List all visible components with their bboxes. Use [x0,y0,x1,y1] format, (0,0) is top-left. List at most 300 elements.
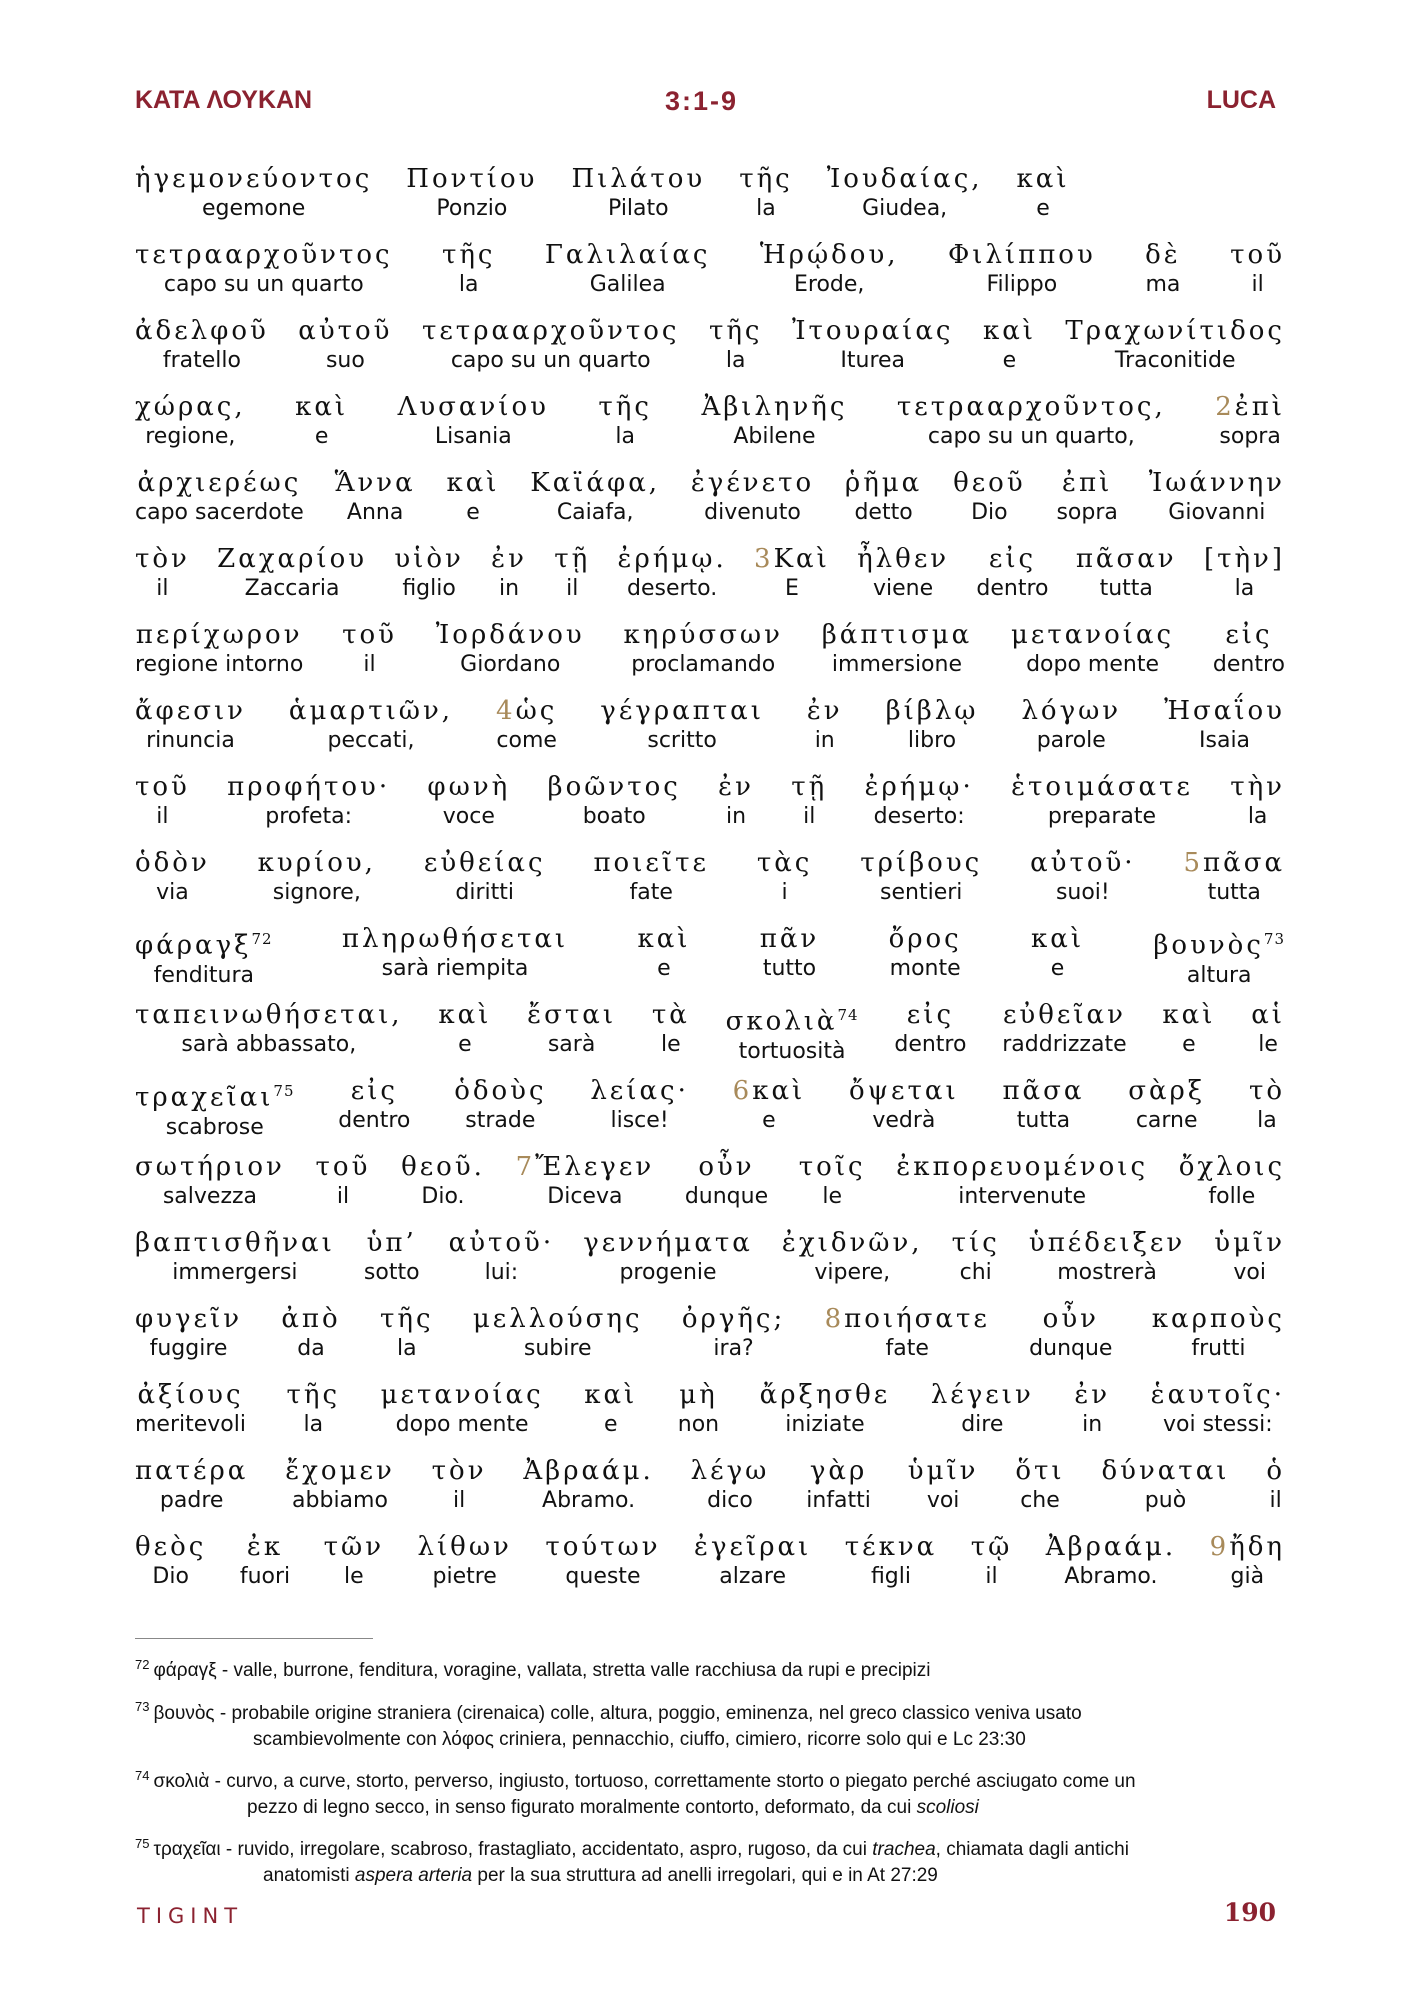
greek-word [335,466,416,500]
word-pair [894,998,966,1058]
greek-word [1215,390,1285,424]
greek-word [953,466,1026,500]
italian-translation: Traconitide [1114,348,1236,373]
greek-word [523,1454,653,1488]
italian-translation: vedrà [872,1108,936,1133]
greek-word [637,922,690,956]
greek-text: αὐτοῦ· [1030,848,1136,878]
word-pair [473,1302,643,1362]
word-pair [287,1378,341,1438]
greek-word [825,1302,990,1336]
greek-text: τῆς [739,164,793,194]
italian-translation: la [725,348,746,373]
greek-text: Ἔλεγεν [535,1152,655,1182]
italian-translation: dunque [1029,1336,1113,1361]
greek-word [516,1150,655,1184]
word-pair [733,1074,806,1134]
italian-translation: Giovanni [1168,500,1266,525]
italian-translation: Galilea [589,272,666,297]
italian-translation: signore, [272,880,361,905]
italian-translation: carne [1135,1108,1198,1133]
greek-text: Ἠσαΐου [1164,696,1285,726]
greek-text: εὐθείας [423,848,546,878]
word-pair [298,314,392,374]
greek-text: οὖν [698,1152,755,1182]
greek-word [1030,846,1135,880]
greek-text: υἱὸν [394,544,464,574]
greek-text: ἐκπορευομένοις [896,1152,1149,1182]
greek-word [1101,1454,1229,1488]
greek-text: αὐτοῦ [298,316,393,346]
greek-text: οὖν [1042,1304,1099,1334]
greek-word [454,1074,546,1108]
footnote-73: $^{73}$ βουνὸς - probabile origine straniera (cirenaica) colle, altura, poggio, eminenza, nel greco classico veniva usato scambievolmente con λόφος criniera, pennacchio, ciuffo, cimiero, ricorre solo qui e Lc 23:30 [135,1699,1082,1750]
greek-text: πᾶν [759,924,820,954]
greek-text: ὁδοὺς [454,1076,547,1106]
word-pair [1179,1150,1285,1210]
greek-text: κυρίου, [257,848,376,878]
greek-text: τῷ [970,1532,1013,1562]
greek-text: γέγραπται [600,696,764,726]
word-pair [135,1454,248,1514]
greek-text: τετρααρχοῦντος [135,240,393,270]
greek-word [135,162,372,196]
greek-word [401,1150,485,1184]
greek-word [1214,1226,1285,1260]
italian-translation: sarà abbassato, [181,1032,357,1057]
word-pair [791,770,827,830]
greek-word [217,542,367,576]
greek-word [342,922,568,956]
greek-text: Τραχωνίτιδος [1065,316,1285,346]
greek-word [1149,466,1285,500]
italian-translation: tutta [1016,1108,1071,1133]
greek-text: τὰς [756,848,813,878]
italian-translation: deserto: [873,804,965,829]
word-pair [1017,162,1070,222]
greek-text: μετανοίας [1011,620,1175,650]
italian-translation: dopo mente [1026,652,1159,677]
italian-translation: e [1182,1032,1196,1057]
greek-text: Λυσανίου [397,392,549,422]
word-pair [135,694,246,754]
word-pair [889,922,962,982]
greek-word [1152,1302,1285,1336]
word-pair [324,1530,384,1590]
italian-translation: Lisania [434,424,512,449]
italian-translation: la [396,1336,417,1361]
greek-text: ἀδελφοῦ [135,316,269,346]
greek-word [792,314,954,348]
word-pair [545,1530,660,1590]
italian-translation: capo su un quarto, [927,424,1135,449]
greek-text: σκολιὰ [725,1006,838,1037]
word-pair [739,162,793,222]
interlinear-text [135,162,1285,1606]
verse-number: 5 [1183,848,1204,878]
greek-text: ἐρήμῳ. [617,544,727,574]
word-pair [624,618,783,678]
greek-word [1266,1454,1285,1488]
italian-translation: scritto [647,728,717,753]
greek-word [1011,618,1174,652]
word-pair [584,1378,637,1438]
greek-text: ὡς [515,696,558,726]
italian-translation: fate [885,1336,929,1361]
greek-word [1043,1302,1099,1336]
word-pair [701,390,847,450]
word-pair [1204,542,1285,602]
greek-text: Ἰουδαίας, [826,164,983,194]
interlinear-line [135,1454,1285,1530]
italian-translation: il [1251,272,1264,297]
italian-translation: salvezza [162,1184,258,1209]
italian-translation: via [156,880,189,905]
greek-word [590,1074,689,1108]
greek-text: Ἅννα [334,468,416,498]
italian-translation: sopra [1219,424,1281,449]
footnote-marker: 73 [1263,930,1285,948]
italian-translation: e [657,956,671,981]
word-pair [424,846,546,906]
word-pair [401,1150,485,1210]
greek-text: ἑτοιμάσατε [1011,772,1193,802]
greek-text: δύναται [1101,1456,1230,1486]
greek-word [247,1530,283,1564]
word-pair [289,694,453,754]
greek-word [822,618,972,652]
word-pair [295,390,348,450]
greek-text: ἐρήμῳ· [864,772,974,802]
word-pair [1076,542,1177,602]
interlinear-line [135,466,1285,542]
greek-text: ἑαυτοῖς· [1150,1380,1285,1410]
greek-text: τοῖς [798,1152,866,1182]
interlinear-line [135,1530,1285,1606]
interlinear-line [135,1074,1285,1150]
greek-text: τῆς [380,1304,434,1334]
greek-word [733,1074,806,1108]
greek-text: σὰρξ [1128,1076,1206,1106]
word-pair [364,1226,420,1286]
greek-text: τὰ [651,1000,690,1030]
footnote-marker: 75 [273,1082,295,1100]
word-pair [718,770,754,830]
word-pair [394,542,463,602]
greek-word [138,466,302,500]
greek-text: ἐπὶ [1234,392,1285,422]
greek-word [135,1074,295,1115]
word-pair [342,922,568,982]
word-pair [1101,1454,1229,1514]
greek-text: γεννήματα [583,1228,753,1258]
book-title-italian: LUCA [1206,86,1276,114]
italian-translation: libro [907,728,957,753]
greek-word [701,390,847,424]
italian-translation: deserto. [627,576,718,601]
greek-word [135,998,403,1032]
word-pair [1002,1074,1084,1134]
greek-text: ἔσται [527,1000,617,1030]
greek-word [135,922,273,963]
italian-translation: figlio [402,576,456,601]
italian-translation: sarà riempita [381,956,529,981]
italian-translation: in [726,804,747,829]
word-pair [285,1454,395,1514]
word-pair [865,770,974,830]
word-pair [135,162,372,222]
greek-word [548,770,681,804]
greek-text: ἦλθεν [857,544,950,574]
italian-translation: queste [565,1564,641,1589]
italian-translation: divenuto [704,500,801,525]
italian-translation: parole [1036,728,1106,753]
greek-text: [τὴν] [1203,544,1285,574]
greek-text: μὴ [679,1380,718,1410]
word-pair [135,390,246,450]
word-pair [760,922,819,982]
word-pair [845,1530,937,1590]
word-pair [436,618,585,678]
greek-word [989,542,1036,576]
greek-word [135,390,246,424]
italian-translation: il [1269,1488,1282,1513]
italian-translation: voce [442,804,495,829]
italian-translation: la [615,424,635,449]
word-pair [1030,846,1135,906]
greek-word [289,694,453,728]
greek-word [424,846,546,880]
greek-text: τὸν [431,1456,487,1486]
interlinear-line [135,770,1285,846]
word-pair [1210,1530,1285,1590]
word-pair [554,542,590,602]
word-pair [678,1378,719,1438]
italian-translation: le [822,1184,842,1209]
greek-text: βίβλῳ [885,696,979,726]
italian-translation: regione, [145,424,236,449]
greek-word [757,846,813,880]
greek-word [652,998,690,1032]
word-pair [1184,846,1286,906]
greek-text: Φιλίππου [947,240,1096,270]
word-pair [545,238,711,298]
footnote-marker: 72 [251,930,273,948]
greek-word [845,466,922,500]
word-pair [135,770,190,830]
word-pair [760,238,899,298]
word-pair [281,1302,340,1362]
italian-translation: alzare [719,1564,787,1589]
word-pair [682,1302,785,1362]
italian-translation: Giordano [460,652,561,677]
italian-translation: il [985,1564,998,1589]
word-pair [691,1454,770,1514]
greek-word [983,314,1036,348]
italian-translation: tutta [1099,576,1153,601]
interlinear-line [135,1302,1285,1378]
word-pair [342,618,397,678]
greek-text: γὰρ [809,1456,868,1486]
greek-word [418,1530,512,1564]
greek-text: τῇ [554,544,591,574]
italian-translation: Dio. [421,1184,465,1209]
word-pair [380,1302,434,1362]
italian-translation: Abramo. [1064,1564,1158,1589]
greek-word [1031,922,1084,956]
word-pair [952,1226,1000,1286]
word-pair [691,466,814,526]
greek-word [726,998,859,1039]
word-pair [1065,314,1285,374]
greek-word [427,770,510,804]
italian-translation: non [677,1412,720,1437]
word-pair [316,1150,371,1210]
italian-translation: Ponzio [436,196,508,221]
italian-translation: in [1082,1412,1103,1437]
italian-translation: e [1002,348,1017,373]
greek-text: καὶ [637,924,691,954]
greek-word [442,238,496,272]
italian-translation: dentro [1212,652,1285,677]
word-pair [258,846,376,906]
italian-translation: padre [159,1488,224,1513]
greek-text: φωνὴ [427,772,511,802]
greek-text: ποιεῖτε [593,848,709,878]
greek-text: λίθων [417,1532,512,1562]
word-pair [1128,1074,1205,1134]
italian-translation: e [314,424,329,449]
word-pair [1056,466,1117,526]
greek-word [1002,1074,1084,1108]
italian-translation: folle [1208,1184,1256,1209]
greek-word [1179,1150,1285,1184]
greek-word [584,1378,637,1412]
word-pair [983,314,1036,374]
word-pair [418,1530,512,1590]
word-pair [530,466,660,526]
italian-translation: e [762,1108,776,1133]
word-pair [1021,694,1121,754]
greek-text: Πιλάτου [571,164,706,194]
greek-word [1145,238,1181,272]
italian-translation: già [1230,1564,1265,1589]
greek-word [135,1150,285,1184]
greek-text: ὑμῖν [907,1456,979,1486]
italian-translation: suo [325,348,365,373]
word-pair [1266,1454,1285,1514]
word-pair [1145,238,1181,298]
verse-number: 7 [515,1152,536,1182]
greek-text: τίς [951,1228,1000,1258]
greek-text: Ποντίου [406,164,538,194]
word-pair [590,1074,689,1134]
word-pair [548,770,681,830]
greek-text: ῥῆμα [844,468,923,498]
greek-word [1230,238,1285,272]
greek-text: ἄφεσιν [135,696,246,726]
greek-word [799,1150,866,1184]
footnote-75: $^{75}$ τραχεῖαι - ruvido, irregolare, scabroso, frastagliato, accidentato, aspro, rugoso, da cui trachea, chiamata dagli antichi anatomisti aspera arteria per la sua struttura ad anelli irregolari, qui e in At 27:29 [135,1835,1129,1887]
greek-word [135,1530,206,1564]
greek-word [1017,162,1070,196]
interlinear-line [135,314,1285,390]
word-pair [637,922,690,982]
italian-translation: le [1258,1032,1278,1057]
footnote-74: $^{74}$ σκολιὰ - curvo, a curve, storto, perverso, ingiusto, tortuoso, correttamente storto o piegato perché asciugato come un pezzo di legno secco, in senso figurato moralmente contorto, deformato, da cui scoliosi [135,1767,1136,1818]
word-pair [827,162,983,222]
greek-text: εἰς [988,544,1037,574]
greek-text: ὄρος [888,924,962,954]
word-pair [496,694,557,754]
italian-translation: il [452,1488,466,1513]
italian-translation: e [603,1412,618,1437]
greek-word [135,1226,335,1260]
italian-translation: lui: [484,1260,519,1285]
greek-text: ἐπὶ [1062,468,1113,498]
greek-text: ἀξίους [137,1380,244,1410]
italian-translation: la [1257,1108,1277,1133]
greek-text: καὶ [982,316,1036,346]
word-pair [1230,238,1285,298]
greek-word [948,238,1096,272]
greek-text: τέκνα [844,1532,938,1562]
italian-translation: il [803,804,816,829]
italian-translation: meritevoli [135,1412,246,1437]
word-pair [757,846,813,906]
word-pair [1029,1226,1185,1286]
greek-word [1074,1378,1110,1412]
greek-word [1076,542,1177,576]
italian-translation: figli [870,1564,911,1589]
word-pair [523,1454,653,1514]
italian-translation: la [458,272,479,297]
greek-word [624,618,783,652]
greek-word [135,314,269,348]
greek-word [810,1454,867,1488]
greek-word [583,1226,753,1260]
greek-word [682,1302,785,1336]
word-pair [135,846,210,906]
greek-text: ὄψεται [849,1076,959,1106]
italian-translation: può [1144,1488,1187,1513]
italian-translation: ira? [713,1336,754,1361]
greek-word [136,618,303,652]
italian-translation: strade [465,1108,536,1133]
greek-word [782,1226,923,1260]
italian-translation: iniziate [785,1412,865,1437]
italian-translation: i [781,880,788,905]
word-pair [335,466,416,526]
greek-text: Ἰωάννην [1148,468,1285,498]
verse-number: 8 [824,1304,845,1334]
greek-word [135,846,210,880]
chapter-reference: 3:1-9 [665,86,739,116]
italian-translation: il [156,804,169,829]
greek-word [760,1378,891,1412]
greek-text: λείας· [590,1076,689,1106]
italian-translation: sopra [1056,500,1118,525]
word-pair [806,1454,871,1514]
interlinear-line [135,238,1285,314]
word-pair [135,618,303,678]
greek-text: τῆς [708,316,763,346]
greek-word [571,162,705,196]
word-pair [135,466,304,526]
greek-word [135,238,393,272]
greek-text: ὀργῆς; [681,1304,786,1334]
word-pair [1029,1302,1112,1362]
